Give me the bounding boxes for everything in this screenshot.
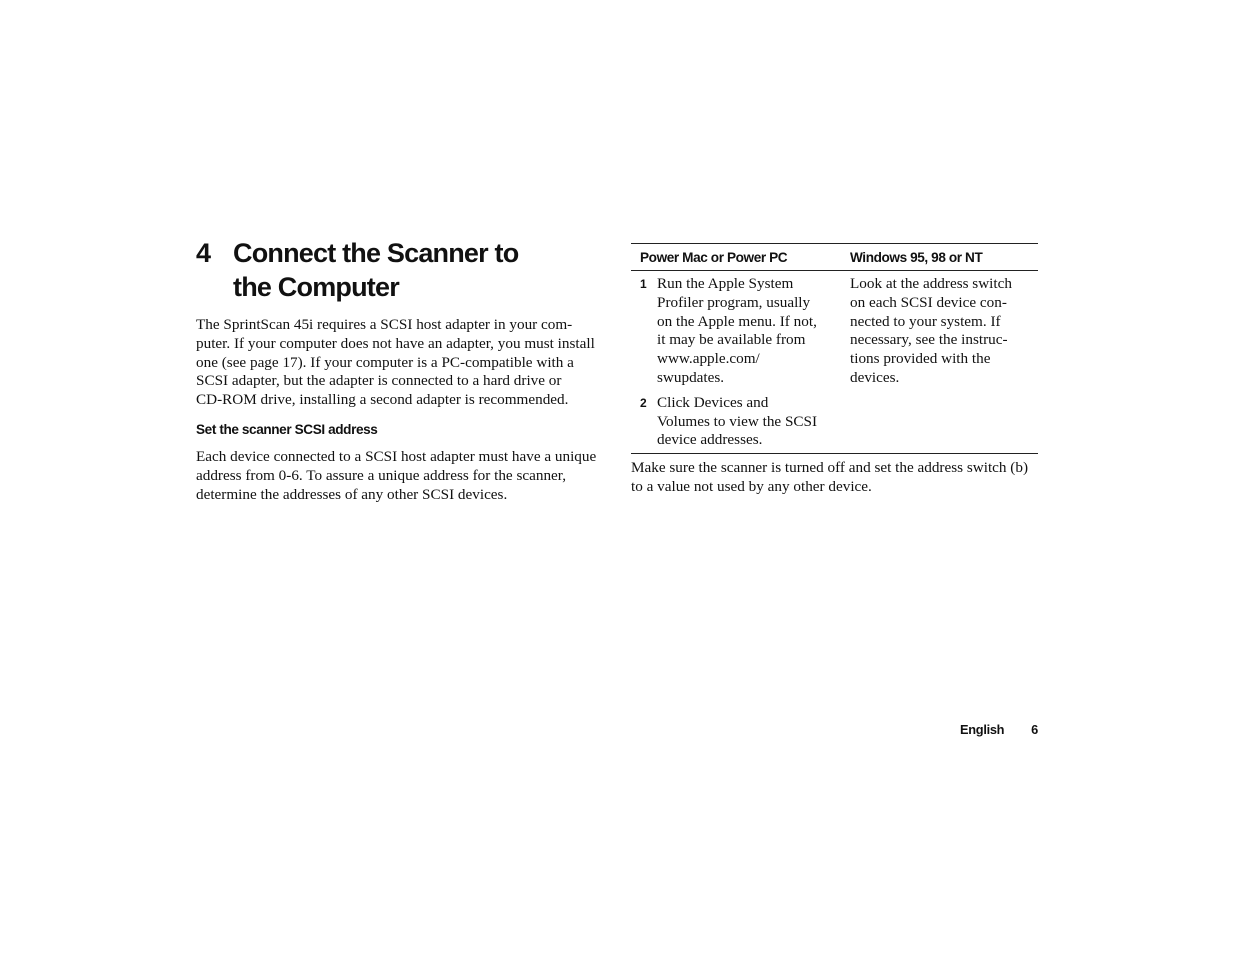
footer-language: English — [960, 722, 1005, 737]
instructions-table — [631, 243, 1038, 454]
text-line: Profiler program, usually — [657, 293, 811, 311]
page-number: 6 — [1031, 722, 1038, 737]
mac-step — [631, 275, 850, 388]
after-table-paragraph — [631, 459, 1038, 497]
text-line: device addresses. — [657, 431, 763, 449]
text-line: one (see page 17). If your computer is a PC-compatible with a — [196, 353, 574, 371]
step-text — [657, 394, 835, 450]
text-line: Look at the address switch — [850, 275, 1012, 292]
windows-cell — [850, 275, 1038, 450]
text-line: Run the Apple System — [657, 275, 794, 292]
subheading: Set the scanner SCSI address — [196, 421, 378, 437]
text-line: devices. — [850, 368, 900, 386]
text-line: swupdates. — [657, 368, 725, 386]
mac-step — [631, 394, 850, 450]
header-windows: Windows 95, 98 or NT — [850, 249, 983, 265]
text-line: Volumes to view the SCSI — [657, 412, 818, 430]
text-line: necessary, see the instruc- — [850, 331, 1008, 349]
text-line: SCSI adapter, but the adapter is connected to a hard drive or — [196, 372, 562, 390]
left-column — [196, 236, 604, 504]
section-heading — [196, 236, 604, 306]
page-footer — [960, 722, 1038, 737]
step-text — [657, 275, 835, 388]
text-line: it may be available from — [657, 331, 806, 349]
text-line: Each device connected to a SCSI host adapter must have a unique — [196, 447, 597, 465]
text-line: Make sure the scanner is turned off and set the address switch (b) — [631, 459, 1029, 477]
text-line: to a value not used by any other device. — [631, 477, 872, 495]
section-title-line: Connect the Scanner to — [233, 238, 519, 268]
text-line: The SprintScan 45i requires a SCSI host adapter in your com- — [196, 316, 573, 333]
step-number: 1 — [640, 277, 647, 291]
text-line: address from 0-6. To assure a unique address for the scanner, — [196, 466, 567, 484]
table-body-row — [631, 271, 1038, 454]
section-title — [233, 236, 563, 304]
text-line: www.apple.com/ — [657, 350, 760, 368]
text-line: determine the addresses of any other SCSI devices. — [196, 485, 508, 503]
mac-steps-cell — [631, 275, 850, 450]
intro-paragraph — [196, 316, 604, 410]
address-paragraph — [196, 448, 604, 504]
header-mac: Power Mac or Power PC — [640, 249, 788, 265]
table-header-row — [631, 244, 1038, 271]
text-line: on each SCSI device con- — [850, 293, 1007, 311]
text-line: on the Apple menu. If not, — [657, 312, 817, 330]
section-title-line: the Computer — [233, 272, 399, 302]
text-line: tions provided with the — [850, 350, 991, 368]
section-number: 4 — [196, 238, 211, 268]
text-line: Click Devices and — [657, 393, 769, 411]
text-line: CD-ROM drive, installing a second adapter is recommended. — [196, 391, 569, 409]
text-line: puter. If your computer does not have an adapter, you must install — [196, 334, 595, 352]
text-line: nected to your system. If — [850, 312, 1001, 330]
step-number: 2 — [640, 395, 647, 410]
right-column — [631, 243, 1038, 497]
